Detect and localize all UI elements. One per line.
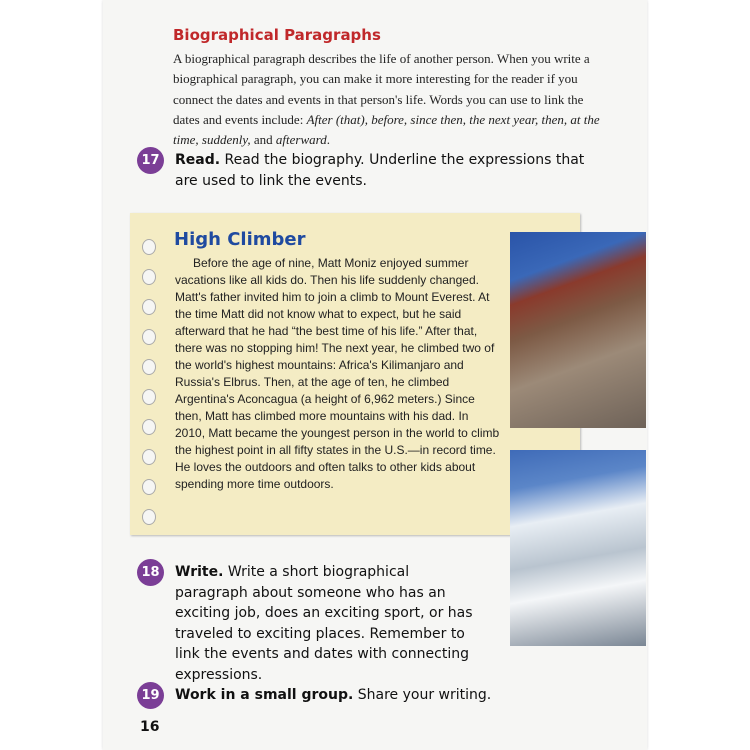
step-17: [137, 150, 587, 191]
step-text: [175, 685, 491, 709]
intro-text: A biographical paragraph describes the life of another person. When you write a biographical paragraph, you can make it more interesting for the reader if you connect the dates and events in that person's life. Words you can use to link the dates and events include:: [173, 51, 590, 127]
step-number-badge: 19: [137, 682, 164, 709]
binder-hole: [142, 479, 156, 495]
step-instructions: Write a short biographical paragraph about someone who has an exciting job, does an exciting sport, or has traveled to exciting places. Remember to link the events and dates with connecting expressions.: [175, 564, 473, 683]
intro-paragraph: [173, 49, 613, 150]
binder-hole: [142, 359, 156, 375]
note-title: High Climber: [174, 229, 306, 250]
step-instructions: Share your writing.: [353, 687, 492, 703]
page-number: 16: [140, 719, 160, 735]
binder-hole: [142, 449, 156, 465]
intro-end: .: [326, 132, 330, 148]
binder-hole: [142, 329, 156, 345]
step-number-badge: 18: [137, 559, 164, 586]
binder-hole: [142, 299, 156, 315]
intro-and: and: [250, 132, 276, 148]
step-label: Work in a small group.: [175, 687, 354, 703]
step-label: Write.: [175, 564, 224, 580]
intro-example-last: afterward: [275, 132, 327, 148]
biography-text: Before the age of nine, Matt Moniz enjoyed summer vacations like all kids do. Then his life suddenly changed. Matt's father invited him to join a climb to Mount Everest. At the time Matt did not know what to expect, but he said afterward that he had “the best time of his life.” After that, there was no stopping him! The next year, he climbed two of the world's highest mountains: Africa's Kilimanjaro and Russia's Elbrus. Then, at the age of ten, he climbed Argentina's Aconcagua (a height of 6,962 meters.) Since then, Matt has climbed more mountains with his dad. In 2010, Matt became the youngest person in the world to climb the highest point in all fifty states in the U.S.—in record time. He loves the outdoors and often talks to other kids about spending more time outdoors.: [175, 256, 500, 491]
step-text: [175, 562, 477, 685]
mountain-avalanche-photo: [510, 450, 646, 646]
section-title: Biographical Paragraphs: [173, 26, 381, 44]
binder-hole: [142, 509, 156, 525]
step-instructions: Read the biography. Underline the expressions that are used to link the events.: [175, 152, 585, 189]
binder-hole: [142, 419, 156, 435]
step-label: Read.: [175, 152, 221, 168]
step-19: [137, 685, 587, 709]
climbers-photo: [510, 232, 646, 428]
step-number-badge: 17: [137, 147, 164, 174]
binder-hole: [142, 389, 156, 405]
binder-hole: [142, 269, 156, 285]
step-text: [175, 150, 587, 191]
intro-examples: After (that), before, since then, the next year, then, at the time, suddenly,: [173, 111, 600, 148]
step-18: [137, 562, 477, 685]
binder-hole: [142, 239, 156, 255]
